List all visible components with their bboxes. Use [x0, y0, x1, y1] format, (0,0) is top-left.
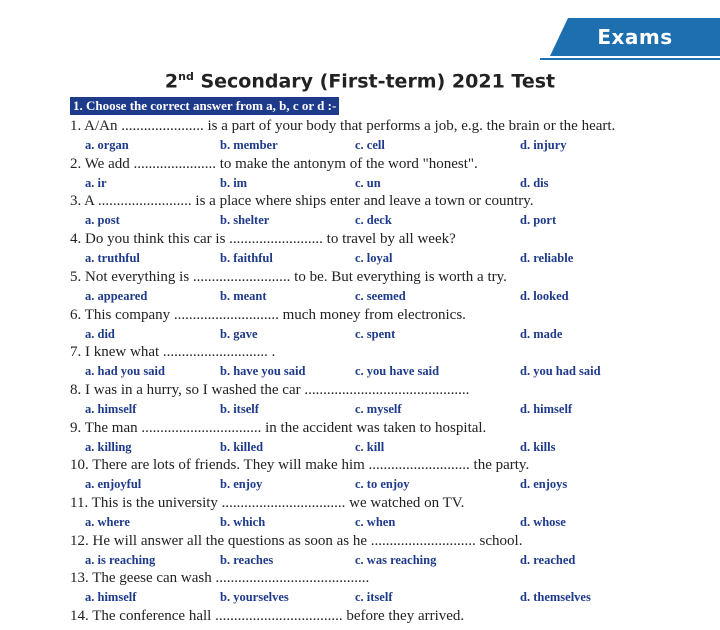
- option-d: d. whose: [520, 515, 566, 529]
- option-a: a. appeared: [85, 288, 148, 303]
- option-d: d. looked: [520, 288, 569, 303]
- option-c: c. seemed: [355, 288, 406, 303]
- option-a: a. is reaching: [85, 552, 156, 567]
- title-number: 2: [164, 70, 179, 93]
- option-b: b. killed: [220, 439, 264, 454]
- option-d: d. reliable: [520, 251, 574, 266]
- option-a: a. enjoyful: [85, 477, 142, 492]
- option-b: b. gave: [220, 326, 258, 341]
- option-d: d. dis: [520, 175, 549, 190]
- option-d: d. made: [520, 326, 563, 341]
- option-b: b. itself: [220, 401, 259, 416]
- section-instruction: 1. Choose the correct answer from a, b, c or d :-: [70, 97, 339, 115]
- question-6: 6. This company ............................ much money from electronics.: [70, 306, 466, 323]
- option-c: c. when: [355, 515, 396, 529]
- option-c: c. kill: [355, 439, 385, 454]
- option-d: d. themselves: [520, 590, 591, 605]
- option-a: a. organ: [85, 138, 129, 152]
- option-c: c. itself: [355, 590, 393, 605]
- question-14: 14. The conference hall .................................. before they arrived.: [70, 608, 465, 625]
- option-c: c. was reaching: [355, 552, 437, 567]
- question-12: 12. He will answer all the questions as soon as he ............................ school.: [70, 532, 523, 549]
- option-b: b. im: [220, 175, 248, 190]
- option-b: b. enjoy: [220, 477, 263, 492]
- option-a: a. had you said: [85, 364, 165, 379]
- question-1: 1. A/An ...................... is a part of your body that performs a job, e.g. the brain or the heart.: [70, 118, 616, 134]
- option-c: c. you have said: [355, 364, 440, 379]
- option-c: c. cell: [355, 138, 385, 152]
- question-8: 8. I was in a hurry, so I washed the car ............................................: [70, 381, 470, 398]
- page-title: [0, 70, 720, 92]
- option-b: b. member: [220, 138, 278, 152]
- option-d: d. injury: [520, 138, 567, 152]
- question-13: 13. The geese can wash .........................................: [70, 570, 370, 587]
- option-a: a. killing: [85, 439, 132, 454]
- question-3: 3. A ......................... is a place where ships enter and leave a town or country.: [70, 193, 534, 210]
- option-a: a. post: [85, 213, 120, 228]
- option-d: d. port: [520, 213, 557, 228]
- option-d: d. kills: [520, 439, 556, 454]
- title-ordinal: nd: [178, 70, 194, 83]
- option-b: b. shelter: [220, 213, 270, 228]
- question-7: 7. I knew what ............................ .: [70, 344, 276, 361]
- option-c: c. deck: [355, 213, 392, 228]
- option-a: a. ir: [85, 175, 107, 190]
- option-a: a. truthful: [85, 251, 140, 266]
- question-11: 11. This is the university ................................. we watched on TV.: [70, 495, 465, 511]
- title-text: Secondary (First-term) 2021 Test: [193, 70, 556, 93]
- option-d: d. reached: [520, 552, 576, 567]
- option-c: c. loyal: [355, 251, 393, 266]
- option-c: c. un: [355, 175, 381, 190]
- option-c: c. spent: [355, 326, 396, 341]
- question-5: 5. Not everything is .......................... to be. But everything is worth a try.: [70, 268, 507, 285]
- option-b: b. faithful: [220, 251, 273, 266]
- exams-label: Exams: [597, 25, 673, 49]
- option-a: a. himself: [85, 401, 137, 416]
- option-b: b. have you said: [220, 364, 306, 379]
- exams-banner: [540, 18, 720, 60]
- option-d: d. you had said: [520, 364, 601, 379]
- option-a: a. himself: [85, 590, 137, 605]
- question-4: 4. Do you think this car is ......................... to travel by all week?: [70, 231, 456, 248]
- question-10: 10. There are lots of friends. They will make him ........................... the party.: [70, 457, 530, 474]
- question-2: 2. We add ...................... to make the antonym of the word "honest".: [70, 155, 478, 172]
- option-c: c. myself: [355, 401, 402, 416]
- option-d: d. himself: [520, 401, 573, 416]
- option-a: a. where: [85, 515, 130, 529]
- option-a: a. did: [85, 326, 115, 341]
- option-c: c. to enjoy: [355, 477, 410, 492]
- option-d: d. enjoys: [520, 477, 568, 492]
- option-b: b. meant: [220, 288, 267, 303]
- option-b: b. yourselves: [220, 590, 289, 605]
- question-9: 9. The man ................................ in the accident was taken to hospital.: [70, 419, 487, 436]
- option-b: b. reaches: [220, 552, 274, 567]
- option-b: b. which: [220, 515, 266, 529]
